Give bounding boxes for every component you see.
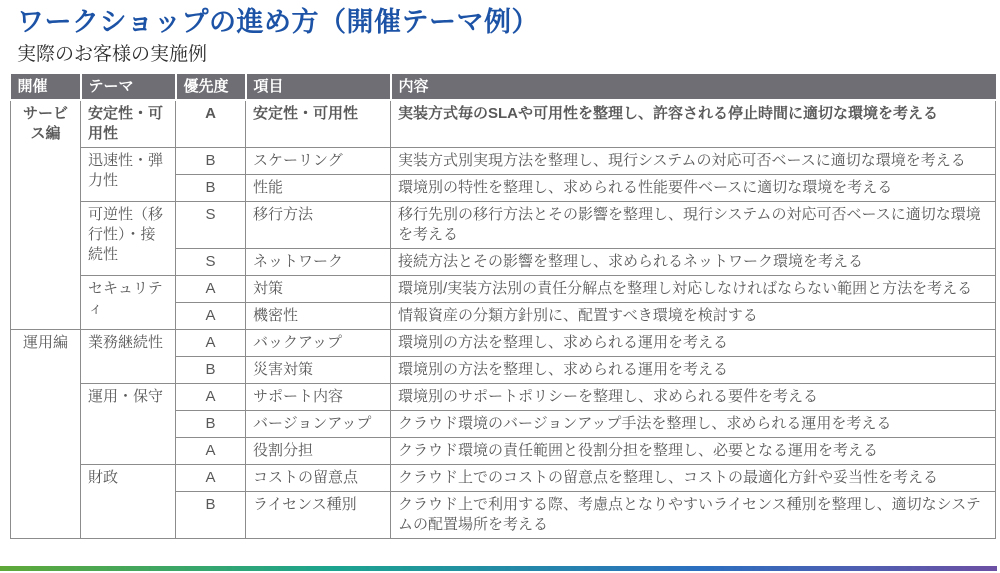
col-header-kaisai: 開催: [11, 74, 81, 100]
priority-cell: B: [176, 411, 246, 438]
item-cell: サポート内容: [246, 384, 391, 411]
priority-cell: A: [176, 276, 246, 303]
item-cell: 性能: [246, 175, 391, 202]
content-cell: 接続方法とその影響を整理し、求められるネットワーク環境を考える: [391, 249, 996, 276]
priority-cell: A: [176, 438, 246, 465]
col-header-theme: テーマ: [81, 74, 176, 100]
table-row: [11, 330, 996, 357]
theme-cell: 可逆性（移行性）・接続性: [81, 202, 176, 276]
theme-cell: 運用・保守: [81, 384, 176, 465]
table-row: [11, 384, 996, 411]
priority-cell: A: [176, 100, 246, 148]
theme-cell: 安定性・可用性: [81, 100, 176, 148]
table-row: [11, 276, 996, 303]
content-cell: クラウド上でのコストの留意点を整理し、コストの最適化方針や妥当性を考える: [391, 465, 996, 492]
page-title: ワークショップの進め方（開催テーマ例）: [17, 7, 539, 37]
content-cell: 実装方式毎のSLAや可用性を整理し、許容される停止時間に適切な環境を考える: [391, 100, 996, 148]
theme-cell: 業務継続性: [81, 330, 176, 384]
priority-cell: B: [176, 175, 246, 202]
item-cell: 役割分担: [246, 438, 391, 465]
priority-cell: A: [176, 330, 246, 357]
content-cell: 環境別の特性を整理し、求められる性能要件ベースに適切な環境を考える: [391, 175, 996, 202]
content-cell: クラウド環境の責任範囲と役割分担を整理し、必要となる運用を考える: [391, 438, 996, 465]
priority-cell: A: [176, 303, 246, 330]
content-cell: 移行先別の移行方法とその影響を整理し、現行システムの対応可否ベースに適切な環境を考える: [391, 202, 996, 249]
item-cell: コストの留意点: [246, 465, 391, 492]
table-header-row: [11, 74, 996, 100]
content-cell: 環境別のサポートポリシーを整理し、求められる要件を考える: [391, 384, 996, 411]
item-cell: 対策: [246, 276, 391, 303]
bottom-accent-bar: [0, 566, 997, 571]
item-cell: ネットワーク: [246, 249, 391, 276]
priority-cell: A: [176, 465, 246, 492]
col-header-item: 項目: [246, 74, 391, 100]
table-row: [11, 465, 996, 492]
workshop-theme-table: [10, 74, 996, 539]
item-cell: 安定性・可用性: [246, 100, 391, 148]
priority-cell: S: [176, 249, 246, 276]
table-row: [11, 202, 996, 249]
content-cell: 情報資産の分類方針別に、配置すべき環境を検討する: [391, 303, 996, 330]
priority-cell: B: [176, 357, 246, 384]
item-cell: バックアップ: [246, 330, 391, 357]
item-cell: ライセンス種別: [246, 492, 391, 539]
priority-cell: B: [176, 148, 246, 175]
kaisai-cell: 運用編: [11, 330, 81, 539]
priority-cell: B: [176, 492, 246, 539]
item-cell: 災害対策: [246, 357, 391, 384]
kaisai-cell: サービス編: [11, 100, 81, 330]
item-cell: 移行方法: [246, 202, 391, 249]
priority-cell: S: [176, 202, 246, 249]
content-cell: 環境別/実装方法別の責任分解点を整理し対応しなければならない範囲と方法を考える: [391, 276, 996, 303]
table-row: [11, 148, 996, 175]
page-subtitle: 実際のお客様の実施例: [17, 44, 208, 65]
item-cell: スケーリング: [246, 148, 391, 175]
item-cell: バージョンアップ: [246, 411, 391, 438]
content-cell: クラウド上で利用する際、考慮点となりやすいライセンス種別を整理し、適切なシステムの配置場所を考える: [391, 492, 996, 539]
content-cell: 環境別の方法を整理し、求められる運用を考える: [391, 357, 996, 384]
theme-cell: セキュリティ: [81, 276, 176, 330]
content-cell: クラウド環境のバージョンアップ手法を整理し、求められる運用を考える: [391, 411, 996, 438]
item-cell: 機密性: [246, 303, 391, 330]
col-header-content: 内容: [391, 74, 996, 100]
priority-cell: A: [176, 384, 246, 411]
content-cell: 実装方式別実現方法を整理し、現行システムの対応可否ベースに適切な環境を考える: [391, 148, 996, 175]
theme-cell: 迅速性・弾力性: [81, 148, 176, 202]
content-cell: 環境別の方法を整理し、求められる運用を考える: [391, 330, 996, 357]
table-row: [11, 100, 996, 148]
theme-cell: 財政: [81, 465, 176, 539]
col-header-priority: 優先度: [176, 74, 246, 100]
